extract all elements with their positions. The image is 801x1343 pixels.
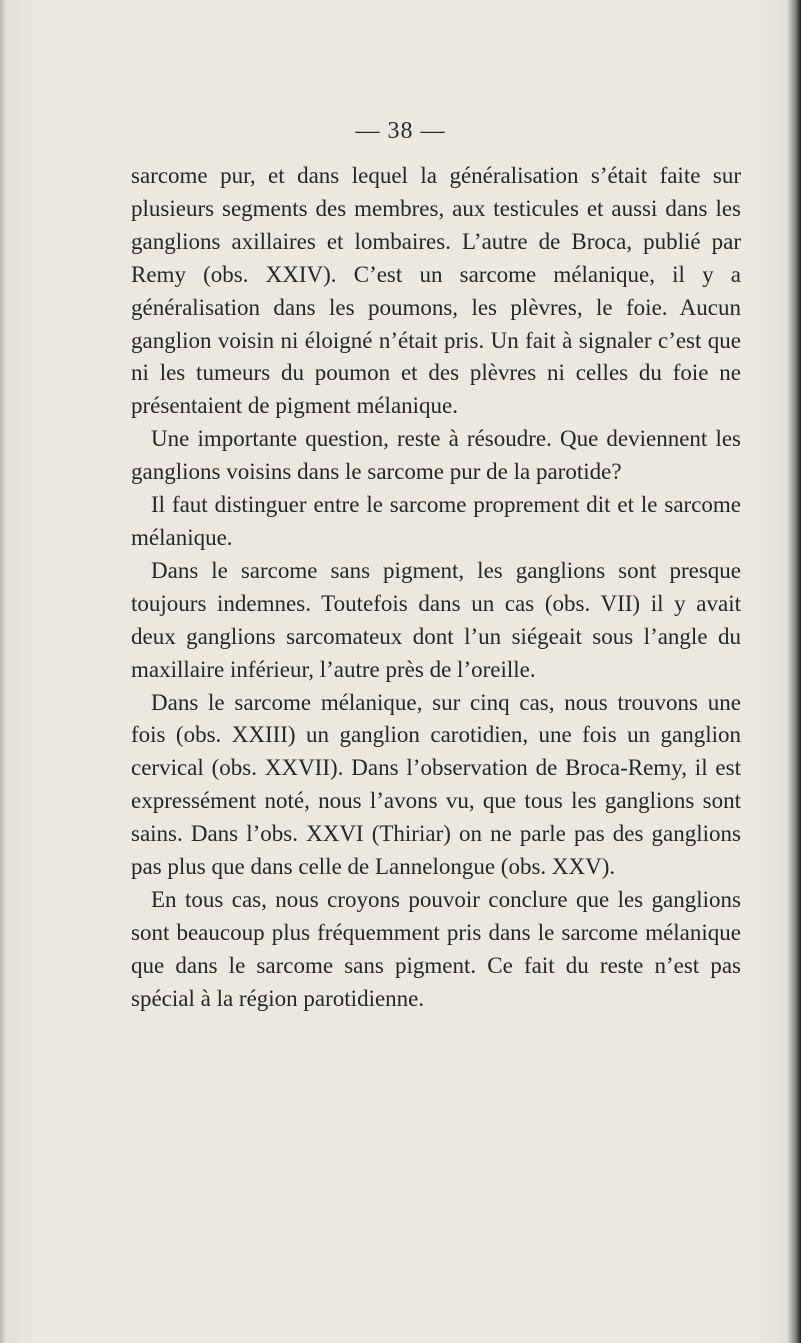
paragraph: Dans le sarcome mélanique, sur cinq cas, nous trouvons une fois (obs. XXIII) un ganglion carotidien, une fois un ganglion cervical (obs. XXVII). Dans l’observation de Broca-Remy, il est expressément noté, nous l’avons vu, que tous les ganglions sont sains. Dans l’obs. XXVI (Thiriar) on ne parle pas des ganglions pas plus que dans celle de Lannelongue (obs. XXV). (131, 689, 741, 880)
paragraph: Une importante question, reste à résoudre. Que deviennent les ganglions voisins dans le sarcome pur de la parotide? (131, 426, 741, 485)
page-left-edge (0, 0, 6, 1343)
paragraph: sarcome pur, et dans lequel la généralisation s’était faite sur plusieurs segments des membres, aux testicules et aussi dans les ganglions axillaires et lombaires. L’autre de Broca, publié par Remy (obs. XXIV). C’est un sarcome mélanique, il y a généralisation dans les poumons, les plèvres, le foie. Aucun ganglion voisin ni éloigné n’était pris. Un fait à signaler c’est que ni les tumeurs du poumon et des plèvres ni celles du foie ne présentaient de pigment mélanique. (131, 163, 741, 419)
page-number: — 38 — (355, 118, 446, 144)
paragraph: En tous cas, nous croyons pouvoir conclure que les ganglions sont beaucoup plus fréquemment pris dans le sarcome mélanique que dans le sarcome sans pigment. Ce fait du reste n’est pas spécial à la région parotidienne. (131, 886, 741, 1011)
paragraph: Dans le sarcome sans pigment, les ganglions sont presque toujours indemnes. Toutefois dans un cas (obs. VII) il y avait deux ganglions sarcomateux dont l’un siégeait sous l’angle du maxillaire inférieur, l’autre près de l’oreille. (131, 557, 741, 682)
body-text (131, 160, 741, 1016)
book-spine-shadow (787, 0, 801, 1343)
paragraph: Il faut distinguer entre le sarcome proprement dit et le sarcome mélanique. (131, 492, 741, 550)
